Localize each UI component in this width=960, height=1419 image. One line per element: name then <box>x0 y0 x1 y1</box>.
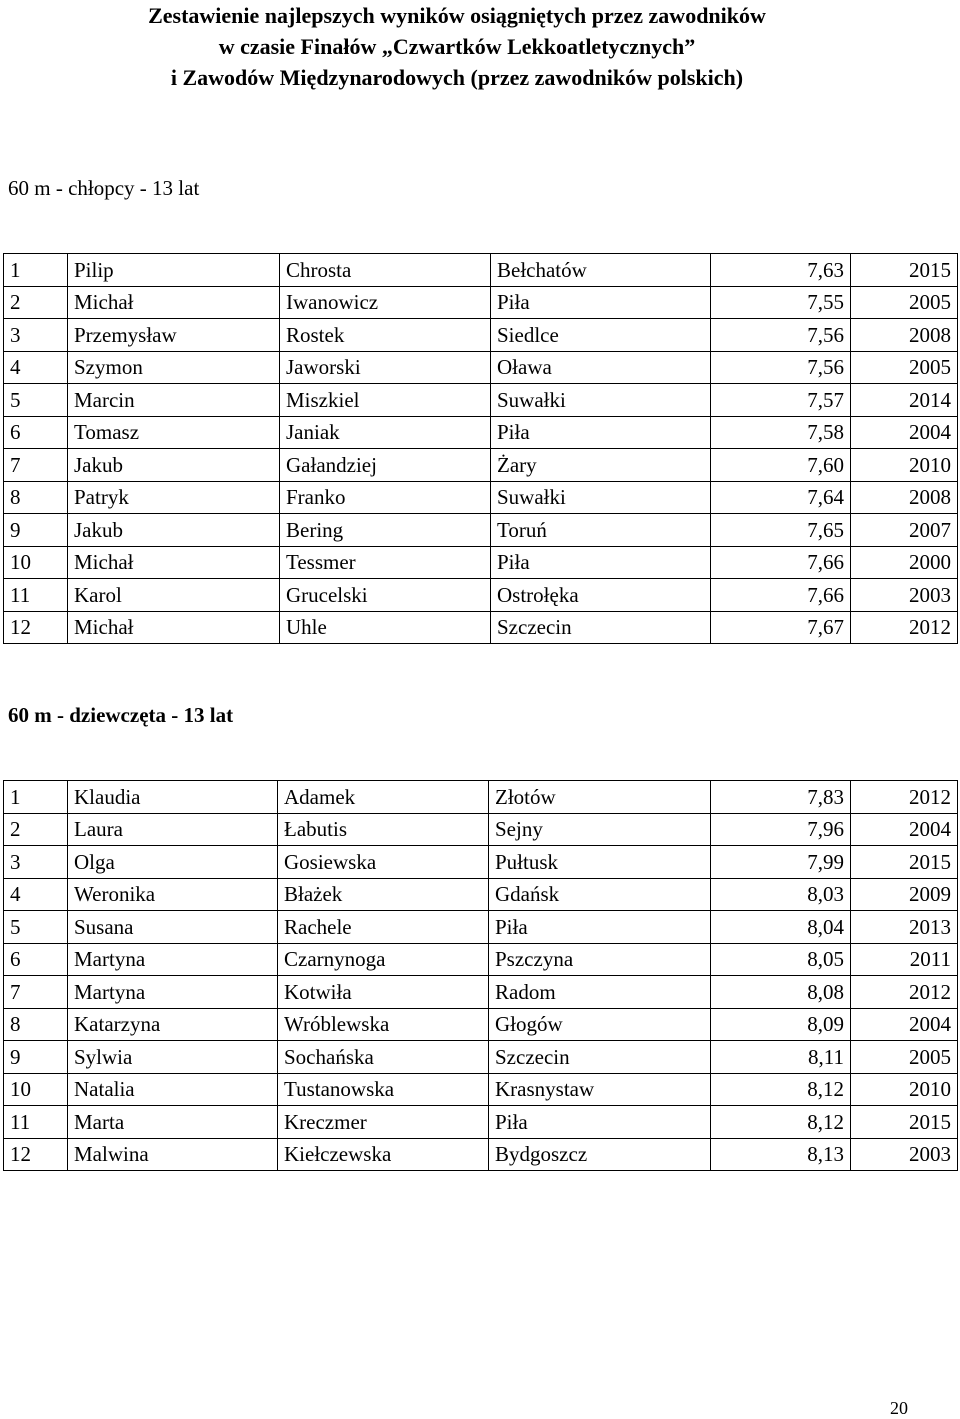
city-cell: Suwałki <box>491 384 711 417</box>
city-cell: Piła <box>491 286 711 319</box>
city-cell: Żary <box>491 449 711 482</box>
city-cell: Krasnystaw <box>489 1073 711 1106</box>
time-cell: 7,63 <box>711 254 851 287</box>
first-name-cell: Przemysław <box>68 319 280 352</box>
city-cell: Pszczyna <box>489 943 711 976</box>
last-name-cell: Gałandziej <box>280 449 491 482</box>
year-cell: 2008 <box>851 481 958 514</box>
place-cell: 9 <box>4 1041 68 1074</box>
first-name-cell: Jakub <box>68 449 280 482</box>
year-cell: 2012 <box>851 611 958 644</box>
table-row <box>4 384 958 417</box>
place-cell: 11 <box>4 1106 68 1139</box>
first-name-cell: Tomasz <box>68 416 280 449</box>
place-cell: 4 <box>4 878 68 911</box>
city-cell: Piła <box>489 1106 711 1139</box>
year-cell: 2015 <box>851 1106 958 1139</box>
place-cell: 6 <box>4 943 68 976</box>
time-cell: 8,13 <box>711 1138 851 1171</box>
place-cell: 10 <box>4 546 68 579</box>
first-name-cell: Marta <box>68 1106 278 1139</box>
first-name-cell: Katarzyna <box>68 1008 278 1041</box>
year-cell: 2012 <box>851 976 958 1009</box>
place-cell: 3 <box>4 846 68 879</box>
table-row <box>4 813 958 846</box>
title-line-1: Zestawienie najlepszych wyników osiągniętych przez zawodników <box>148 3 766 28</box>
time-cell: 8,04 <box>711 911 851 944</box>
table-row <box>4 286 958 319</box>
city-cell: Suwałki <box>491 481 711 514</box>
table-row <box>4 254 958 287</box>
time-cell: 7,67 <box>711 611 851 644</box>
last-name-cell: Iwanowicz <box>280 286 491 319</box>
table-row <box>4 319 958 352</box>
time-cell: 7,66 <box>711 579 851 612</box>
table-row <box>4 449 958 482</box>
place-cell: 2 <box>4 813 68 846</box>
year-cell: 2003 <box>851 1138 958 1171</box>
table-row <box>4 846 958 879</box>
last-name-cell: Tustanowska <box>278 1073 489 1106</box>
year-cell: 2012 <box>851 781 958 814</box>
table-row <box>4 878 958 911</box>
table-row <box>4 976 958 1009</box>
time-cell: 7,96 <box>711 813 851 846</box>
first-name-cell: Martyna <box>68 943 278 976</box>
last-name-cell: Janiak <box>280 416 491 449</box>
place-cell: 12 <box>4 1138 68 1171</box>
place-cell: 11 <box>4 579 68 612</box>
year-cell: 2013 <box>851 911 958 944</box>
city-cell: Szczecin <box>489 1041 711 1074</box>
place-cell: 5 <box>4 384 68 417</box>
last-name-cell: Rostek <box>280 319 491 352</box>
last-name-cell: Gosiewska <box>278 846 489 879</box>
last-name-cell: Miszkiel <box>280 384 491 417</box>
year-cell: 2000 <box>851 546 958 579</box>
first-name-cell: Michał <box>68 546 280 579</box>
time-cell: 7,66 <box>711 546 851 579</box>
city-cell: Głogów <box>489 1008 711 1041</box>
year-cell: 2011 <box>851 943 958 976</box>
table-row <box>4 1106 958 1139</box>
city-cell: Piła <box>491 546 711 579</box>
last-name-cell: Franko <box>280 481 491 514</box>
time-cell: 7,58 <box>711 416 851 449</box>
city-cell: Ostrołęka <box>491 579 711 612</box>
place-cell: 6 <box>4 416 68 449</box>
place-cell: 5 <box>4 911 68 944</box>
first-name-cell: Karol <box>68 579 280 612</box>
city-cell: Piła <box>491 416 711 449</box>
table-row <box>4 1073 958 1106</box>
last-name-cell: Czarnynoga <box>278 943 489 976</box>
table-row <box>4 1138 958 1171</box>
table-row <box>4 481 958 514</box>
last-name-cell: Łabutis <box>278 813 489 846</box>
table-row <box>4 911 958 944</box>
year-cell: 2004 <box>851 416 958 449</box>
year-cell: 2004 <box>851 1008 958 1041</box>
time-cell: 8,11 <box>711 1041 851 1074</box>
first-name-cell: Szymon <box>68 351 280 384</box>
time-cell: 8,09 <box>711 1008 851 1041</box>
last-name-cell: Uhle <box>280 611 491 644</box>
year-cell: 2010 <box>851 449 958 482</box>
table-row <box>4 611 958 644</box>
city-cell: Bełchatów <box>491 254 711 287</box>
city-cell: Gdańsk <box>489 878 711 911</box>
time-cell: 7,55 <box>711 286 851 319</box>
place-cell: 10 <box>4 1073 68 1106</box>
first-name-cell: Michał <box>68 286 280 319</box>
table-row <box>4 781 958 814</box>
girls-section-label: 60 m - dziewczęta - 13 lat <box>8 703 234 727</box>
time-cell: 7,60 <box>711 449 851 482</box>
time-cell: 8,03 <box>711 878 851 911</box>
first-name-cell: Weronika <box>68 878 278 911</box>
city-cell: Pułtusk <box>489 846 711 879</box>
table-row <box>4 579 958 612</box>
first-name-cell: Laura <box>68 813 278 846</box>
year-cell: 2015 <box>851 846 958 879</box>
table-row <box>4 351 958 384</box>
year-cell: 2004 <box>851 813 958 846</box>
last-name-cell: Grucelski <box>280 579 491 612</box>
last-name-cell: Chrosta <box>280 254 491 287</box>
table-row <box>4 514 958 547</box>
place-cell: 1 <box>4 254 68 287</box>
boys-section-label: 60 m - chłopcy - 13 lat <box>8 176 200 200</box>
title-line-3: i Zawodów Międzynarodowych (przez zawodników polskich) <box>170 65 744 90</box>
city-cell: Radom <box>489 976 711 1009</box>
last-name-cell: Tessmer <box>280 546 491 579</box>
place-cell: 8 <box>4 481 68 514</box>
last-name-cell: Jaworski <box>280 351 491 384</box>
city-cell: Bydgoszcz <box>489 1138 711 1171</box>
document-title <box>22 0 892 93</box>
time-cell: 7,64 <box>711 481 851 514</box>
year-cell: 2008 <box>851 319 958 352</box>
first-name-cell: Sylwia <box>68 1041 278 1074</box>
city-cell: Siedlce <box>491 319 711 352</box>
place-cell: 2 <box>4 286 68 319</box>
place-cell: 3 <box>4 319 68 352</box>
page-number: 20 <box>890 1398 908 1418</box>
last-name-cell: Rachele <box>278 911 489 944</box>
time-cell: 7,83 <box>711 781 851 814</box>
city-cell: Piła <box>489 911 711 944</box>
time-cell: 7,56 <box>711 351 851 384</box>
boys-table-body <box>4 254 958 644</box>
city-cell: Złotów <box>489 781 711 814</box>
last-name-cell: Bering <box>280 514 491 547</box>
place-cell: 8 <box>4 1008 68 1041</box>
first-name-cell: Martyna <box>68 976 278 1009</box>
girls-table-body <box>4 781 958 1171</box>
girls-results-table <box>3 780 958 1171</box>
first-name-cell: Michał <box>68 611 280 644</box>
year-cell: 2014 <box>851 384 958 417</box>
last-name-cell: Kiełczewska <box>278 1138 489 1171</box>
first-name-cell: Susana <box>68 911 278 944</box>
year-cell: 2005 <box>851 351 958 384</box>
place-cell: 9 <box>4 514 68 547</box>
city-cell: Szczecin <box>491 611 711 644</box>
table-row <box>4 416 958 449</box>
place-cell: 7 <box>4 449 68 482</box>
place-cell: 4 <box>4 351 68 384</box>
time-cell: 8,08 <box>711 976 851 1009</box>
last-name-cell: Kreczmer <box>278 1106 489 1139</box>
city-cell: Oława <box>491 351 711 384</box>
first-name-cell: Malwina <box>68 1138 278 1171</box>
first-name-cell: Pilip <box>68 254 280 287</box>
place-cell: 1 <box>4 781 68 814</box>
first-name-cell: Jakub <box>68 514 280 547</box>
last-name-cell: Wróblewska <box>278 1008 489 1041</box>
table-row <box>4 1008 958 1041</box>
city-cell: Toruń <box>491 514 711 547</box>
time-cell: 8,12 <box>711 1073 851 1106</box>
place-cell: 7 <box>4 976 68 1009</box>
year-cell: 2003 <box>851 579 958 612</box>
last-name-cell: Sochańska <box>278 1041 489 1074</box>
year-cell: 2007 <box>851 514 958 547</box>
time-cell: 8,05 <box>711 943 851 976</box>
year-cell: 2005 <box>851 286 958 319</box>
first-name-cell: Marcin <box>68 384 280 417</box>
time-cell: 7,56 <box>711 319 851 352</box>
last-name-cell: Adamek <box>278 781 489 814</box>
time-cell: 7,57 <box>711 384 851 417</box>
year-cell: 2010 <box>851 1073 958 1106</box>
boys-results-table <box>3 253 958 644</box>
table-row <box>4 1041 958 1074</box>
first-name-cell: Natalia <box>68 1073 278 1106</box>
first-name-cell: Klaudia <box>68 781 278 814</box>
city-cell: Sejny <box>489 813 711 846</box>
last-name-cell: Kotwiła <box>278 976 489 1009</box>
first-name-cell: Patryk <box>68 481 280 514</box>
place-cell: 12 <box>4 611 68 644</box>
first-name-cell: Olga <box>68 846 278 879</box>
year-cell: 2015 <box>851 254 958 287</box>
table-row <box>4 943 958 976</box>
last-name-cell: Błażek <box>278 878 489 911</box>
year-cell: 2009 <box>851 878 958 911</box>
table-row <box>4 546 958 579</box>
time-cell: 7,99 <box>711 846 851 879</box>
time-cell: 7,65 <box>711 514 851 547</box>
time-cell: 8,12 <box>711 1106 851 1139</box>
year-cell: 2005 <box>851 1041 958 1074</box>
title-line-2: w czasie Finałów „Czwartków Lekkoatletycznych” <box>218 34 696 59</box>
